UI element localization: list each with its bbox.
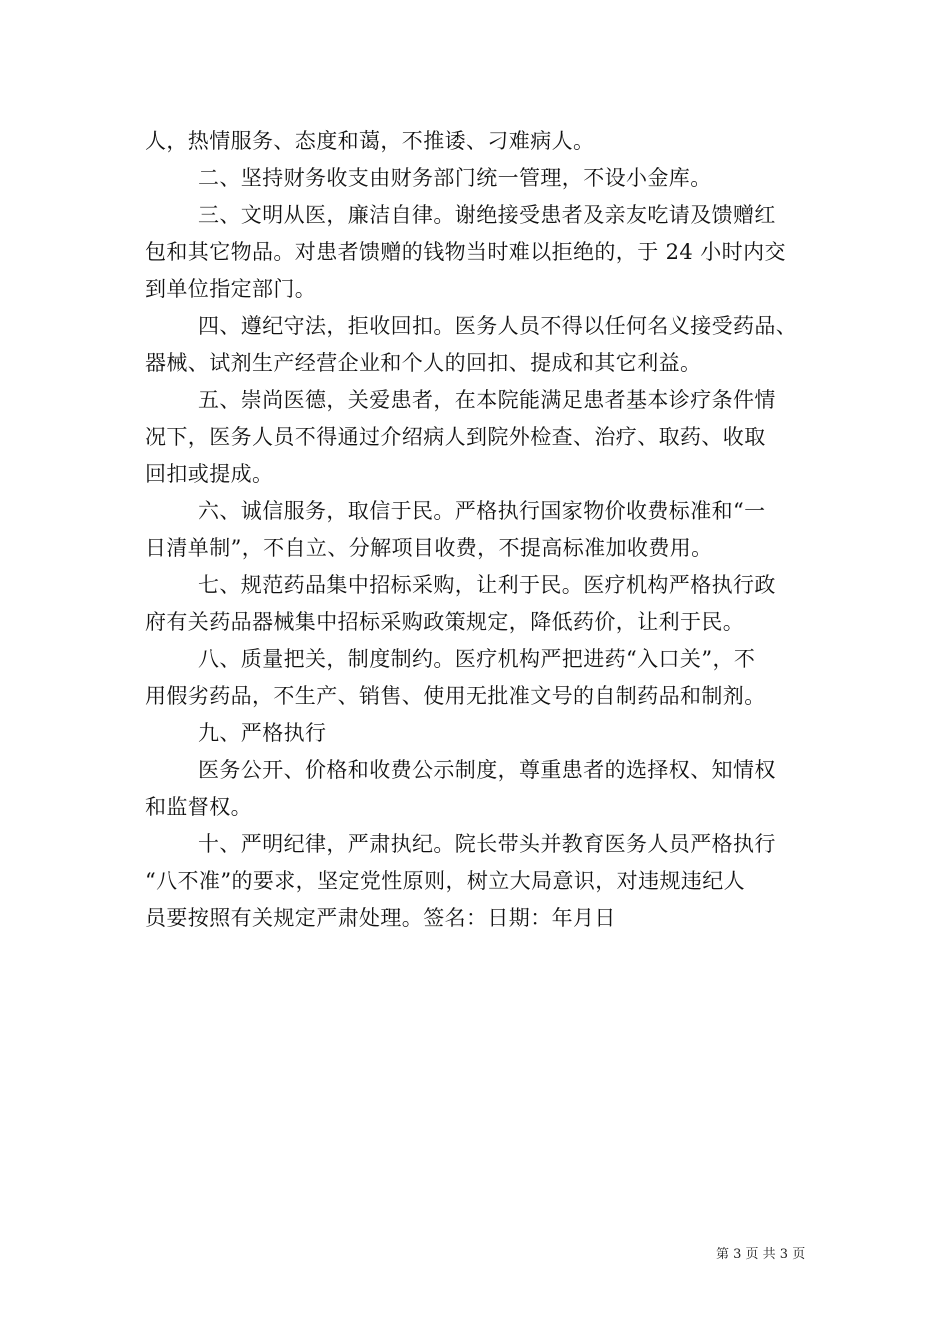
- text-line-12: 日清单制”，不自立、分解项目收费，不提高标准加收费用。: [145, 536, 713, 560]
- text-line-13: 七、规范药品集中招标采购，让利于民。医疗机构严格执行政: [198, 573, 776, 597]
- text-line-8: 五、崇尚医德，关爱患者，在本院能满足患者基本诊疗条件情: [198, 388, 776, 412]
- text-line-21: “八不准”的要求，坚定党性原则，树立大局意识，对违规违纪人: [145, 869, 746, 893]
- text-line-17: 九、严格执行: [198, 721, 327, 745]
- text-line-11: 六、诚信服务，取信于民。严格执行国家物价收费标准和“一: [198, 499, 766, 523]
- text-line-4: 包和其它物品。对患者馈赠的钱物当时难以拒绝的，于 24 小时内交: [145, 240, 786, 264]
- text-line-6: 四、遵纪守法，拒收回扣。医务人员不得以任何名义接受药品、: [198, 314, 798, 338]
- text-line-16: 用假劣药品，不生产、销售、使用无批准文号的自制药品和制剂。: [145, 684, 766, 708]
- text-line-7: 器械、试剂生产经营企业和个人的回扣、提成和其它利益。: [145, 351, 702, 375]
- text-line-5: 到单位指定部门。: [145, 277, 317, 301]
- text-line-15: 八、质量把关，制度制约。医疗机构严把进药“入口关”，不: [198, 647, 756, 671]
- text-line-10: 回扣或提成。: [145, 462, 274, 486]
- text-line-19: 和监督权。: [145, 795, 252, 819]
- text-line-20: 十、严明纪律，严肃执纪。院长带头并教育医务人员严格执行: [198, 832, 776, 856]
- page-number-footer: 第 3 页 共 3 页: [716, 1247, 806, 1262]
- text-line-1: 人，热情服务、态度和蔼，不推诿、刁难病人。: [145, 129, 595, 153]
- text-line-18: 医务公开、价格和收费公示制度，尊重患者的选择权、知情权: [198, 758, 776, 782]
- text-line-2: 二、坚持财务收支由财务部门统一管理，不设小金库。: [198, 166, 712, 190]
- text-line-9: 况下，医务人员不得通过介绍病人到院外检查、治疗、取药、收取: [145, 425, 766, 449]
- text-line-3: 三、文明从医，廉洁自律。谢绝接受患者及亲友吃请及馈赠红: [198, 203, 776, 227]
- text-line-14: 府有关药品器械集中招标采购政策规定，降低药价，让利于民。: [145, 610, 745, 634]
- text-line-22: 员要按照有关规定严肃处理。签名：日期：年月日: [145, 906, 616, 930]
